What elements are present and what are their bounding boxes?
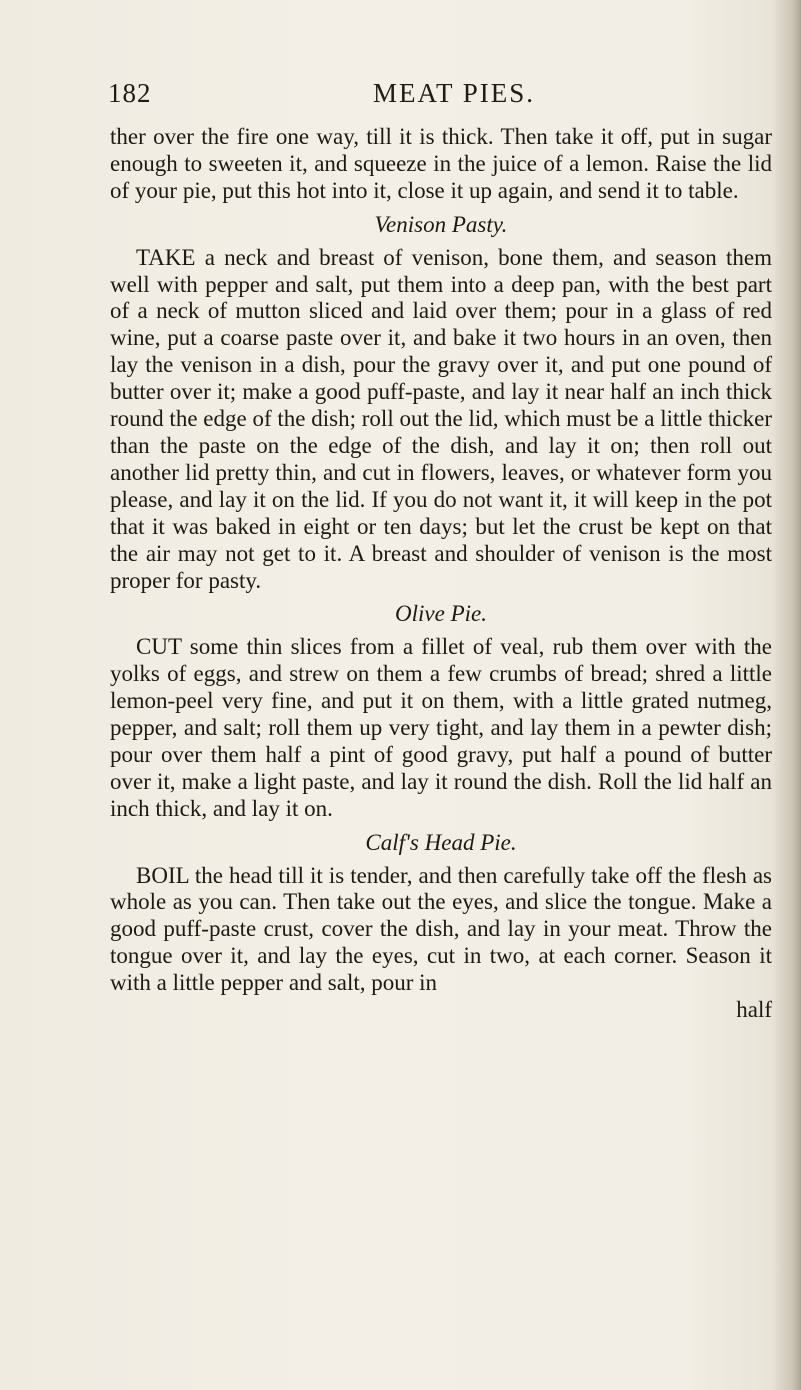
recipe-title-olive-pie: Olive Pie.: [395, 601, 487, 627]
body-text: [110, 124, 772, 1024]
recipe-title-calfs-head-pie: Calf's Head Pie.: [365, 829, 517, 855]
catchword: half: [736, 997, 772, 1023]
recipe-text-calfs-head-pie: BOIL the head till it is tender, and then carefully take off the flesh as whole as you can. Then take out the eyes, and slice the tongue. Make a good puff-paste crust, cover the dish, and lay in your meat. Throw the tongue over it, and lay the eyes, cut in two, at each corner. Season it with a little pepper and salt, pour in: [110, 862, 772, 996]
page-header: [108, 78, 748, 118]
page-number: 182: [108, 78, 152, 108]
recipe-text-venison-pasty: TAKE a neck and breast of venison, bone them, and season them well with pepper and salt, put them into a deep pan, with the best part of a neck of mutton sliced and laid over them; pour in a glass of red wine, put a coarse paste over it, and bake it two hours in an oven, then lay the venison in a dish, pour the gravy over it, and put one pound of butter over it; make a good puff-paste, and lay it near half an inch thick round the edge of the dish; roll out the lid, which must be a little thicker than the paste on the edge of the dish, and lay it on; then roll out another lid pretty thin, and cut in flowers, leaves, or whatever form you please, and lay it on the lid. If you do not want it, it will keep in the pot that it was baked in eight or ten days; but let the crust be kept on that the air may not get to it. A breast and shoulder of venison is the most proper for pasty.: [110, 244, 772, 593]
running-head: MEAT PIES.: [373, 78, 536, 108]
recipe-text-olive-pie: CUT some thin slices from a fillet of veal, rub them over with the yolks of eggs, and strew on them a few crumbs of bread; shred a little lemon-peel very fine, and put it on them, with a little grated nutmeg, pepper, and salt; roll them up very tight, and lay them in a pewter dish; pour over them half a pint of good gravy, put half a pound of butter over it, make a light paste, and lay it round the dish. Roll the lid half an inch thick, and lay it on.: [110, 634, 772, 821]
continuation-paragraph: ther over the fire one way, till it is thick. Then take it off, put in sugar enough to sweeten it, and squeeze in the juice of a lemon. Raise the lid of your pie, put this hot into it, close it up again, and send it to table.: [110, 124, 772, 203]
recipe-title-venison-pasty: Venison Pasty.: [374, 211, 508, 237]
page-edge-shadow: [773, 0, 801, 1390]
